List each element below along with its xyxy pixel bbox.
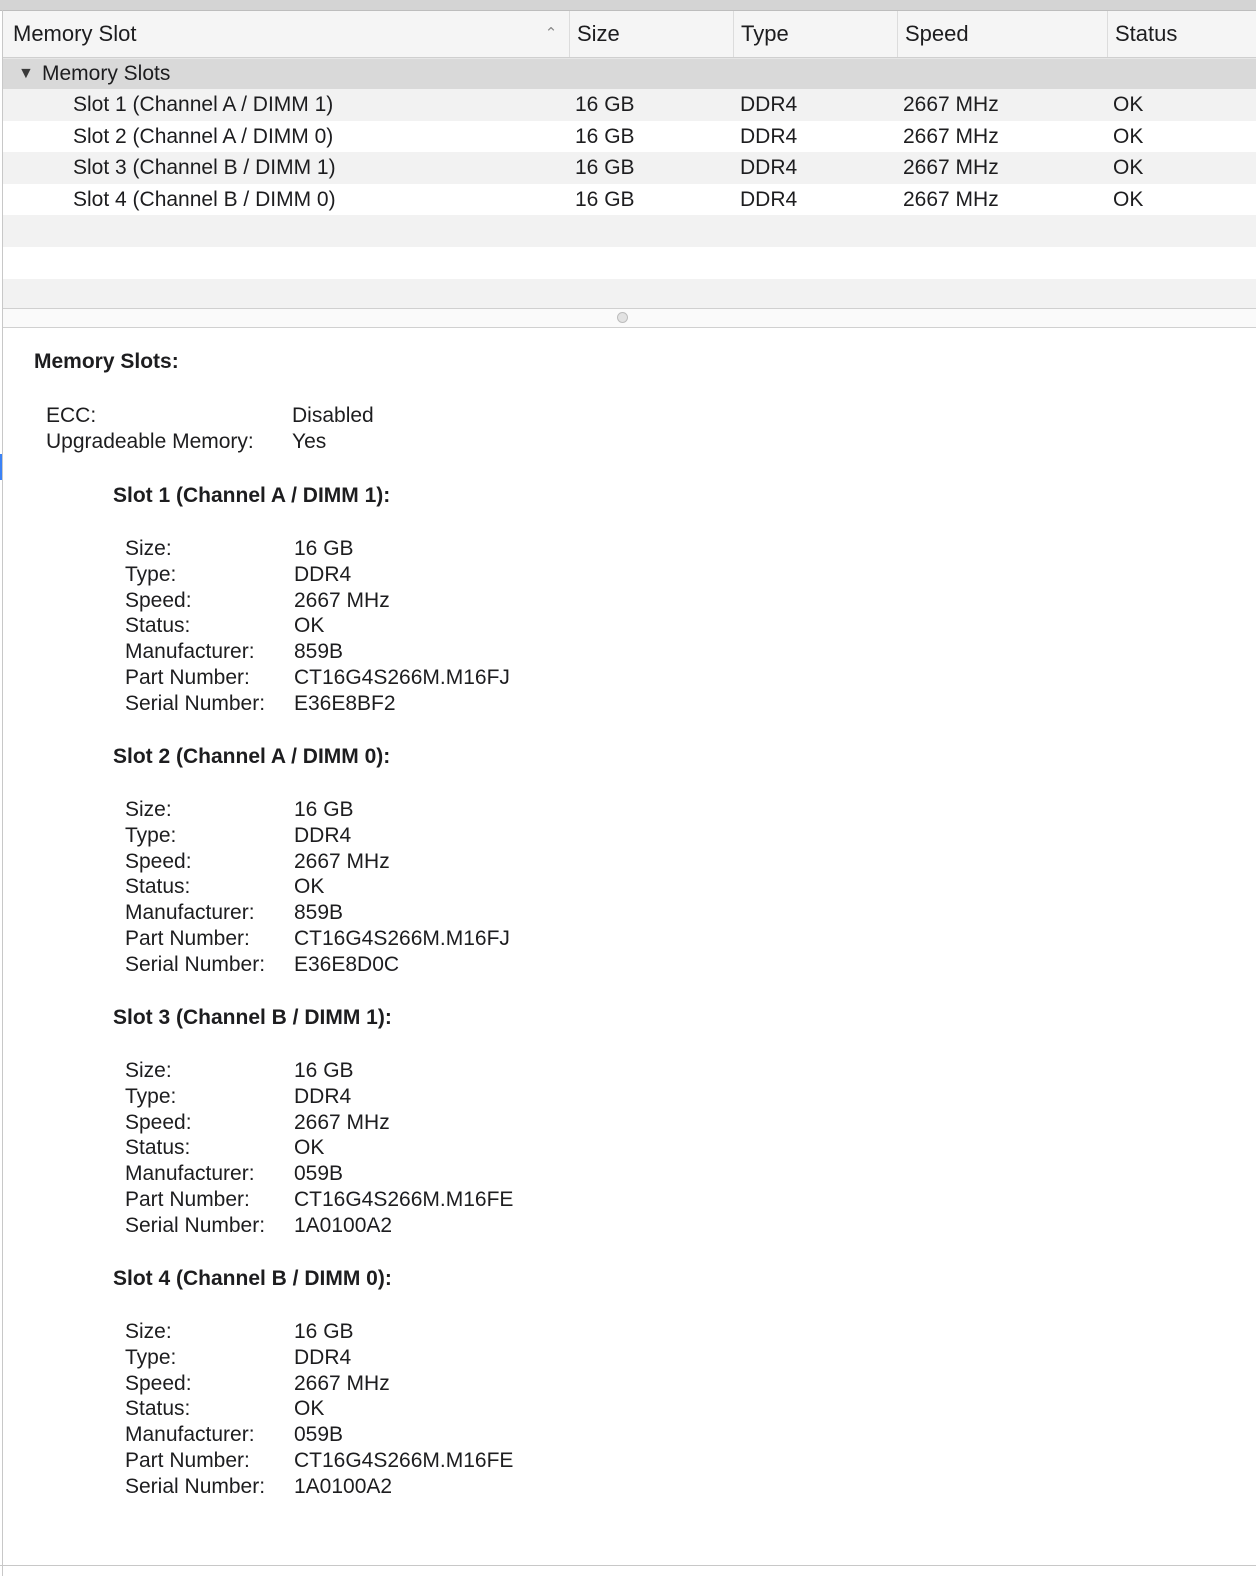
field-label: Manufacturer: [125, 1162, 255, 1186]
column-label: Size [577, 21, 620, 46]
selection-accent [0, 454, 2, 480]
field-value: OK [294, 1397, 325, 1421]
bottom-edge [0, 1565, 1256, 1566]
field-value: Yes [292, 430, 327, 453]
column-header-speed[interactable] [897, 11, 1107, 57]
group-row-memory-slots[interactable] [3, 58, 1256, 89]
field-label: Serial Number: [125, 1213, 266, 1237]
cell-status: OK [1113, 124, 1144, 148]
field-label: Part Number: [125, 1449, 250, 1472]
table-header [3, 11, 1256, 58]
field-label: ECC: [46, 404, 97, 427]
field-value: CT16G4S266M.M16FJ [294, 666, 510, 689]
field-value: 2667 MHz [294, 1110, 390, 1134]
cell-size: 16 GB [575, 187, 635, 211]
cell-type: DDR4 [740, 93, 798, 116]
cell-speed: 2667 MHz [903, 93, 999, 116]
table-row[interactable] [3, 152, 1256, 184]
triangle-down-icon[interactable]: ▼ [18, 65, 34, 82]
field-label: Part Number: [125, 927, 250, 950]
table-row[interactable] [3, 121, 1256, 153]
slot-title: Slot 2 (Channel A / DIMM 0): [113, 745, 391, 768]
field-label: Status: [125, 1136, 191, 1160]
field-value: CT16G4S266M.M16FE [294, 1188, 514, 1211]
field-label: Status: [125, 614, 191, 638]
field-value: 16 GB [294, 537, 354, 560]
column-label: Memory Slot [13, 21, 137, 46]
cell-status: OK [1113, 93, 1144, 116]
table-row[interactable] [3, 184, 1256, 216]
group-label: Memory Slots [42, 62, 171, 85]
field-value: 059B [294, 1423, 344, 1447]
top-edge [0, 0, 1256, 11]
cell-status: OK [1113, 156, 1144, 180]
field-value: CT16G4S266M.M16FE [294, 1449, 514, 1472]
cell-speed: 2667 MHz [903, 124, 999, 148]
field-label: Part Number: [125, 666, 250, 689]
column-label: Type [741, 21, 789, 46]
empty-row [3, 247, 1256, 279]
field-label: Size: [125, 1059, 172, 1082]
column-header-status[interactable] [1107, 11, 1256, 57]
field-value: 2667 MHz [294, 1371, 390, 1395]
pane-splitter[interactable] [3, 308, 1256, 328]
cell-type: DDR4 [740, 187, 798, 211]
cell-memory-slot: Slot 1 (Channel A / DIMM 1) [73, 93, 334, 116]
empty-row [3, 279, 1256, 311]
empty-row [3, 215, 1256, 247]
field-label: Type: [125, 1084, 177, 1108]
field-value: 859B [294, 640, 344, 664]
field-label: Speed: [125, 1371, 192, 1395]
field-label: Type: [125, 823, 177, 847]
field-label: Part Number: [125, 1188, 250, 1211]
field-value: 1A0100A2 [294, 1213, 393, 1237]
column-header-memory-slot[interactable] [3, 11, 569, 57]
field-value: Disabled [292, 404, 374, 427]
splitter-handle-icon[interactable] [617, 312, 628, 323]
cell-size: 16 GB [575, 93, 635, 116]
column-header-size[interactable] [569, 11, 733, 57]
cell-type: DDR4 [740, 124, 798, 148]
field-value: 1A0100A2 [294, 1474, 393, 1498]
field-label: Upgradeable Memory: [46, 430, 254, 453]
field-value: OK [294, 614, 325, 638]
cell-speed: 2667 MHz [903, 156, 999, 180]
table-row[interactable] [3, 89, 1256, 121]
field-value: 16 GB [294, 1059, 354, 1082]
cell-size: 16 GB [575, 156, 635, 180]
cell-memory-slot: Slot 3 (Channel B / DIMM 1) [73, 156, 336, 180]
field-label: Size: [125, 537, 172, 560]
column-header-type[interactable] [733, 11, 897, 57]
field-value: 16 GB [294, 1320, 354, 1343]
field-label: Speed: [125, 849, 192, 873]
field-label: Size: [125, 1320, 172, 1343]
cell-memory-slot: Slot 4 (Channel B / DIMM 0) [73, 187, 336, 211]
field-label: Speed: [125, 1110, 192, 1134]
field-label: Status: [125, 875, 191, 899]
field-label: Manufacturer: [125, 901, 255, 925]
field-value: E36E8BF2 [294, 691, 396, 715]
memory-slots-table [3, 11, 1256, 310]
cell-size: 16 GB [575, 124, 635, 148]
field-value: DDR4 [294, 1345, 352, 1369]
field-label: Type: [125, 562, 177, 586]
column-label: Status [1115, 21, 1178, 46]
field-value: 2667 MHz [294, 588, 390, 612]
field-label: Serial Number: [125, 691, 266, 715]
slot-title: Slot 4 (Channel B / DIMM 0): [113, 1267, 392, 1290]
column-label: Speed [905, 21, 969, 46]
cell-speed: 2667 MHz [903, 187, 999, 211]
field-value: DDR4 [294, 1084, 352, 1108]
field-label: Manufacturer: [125, 1423, 255, 1447]
field-label: Size: [125, 798, 172, 821]
field-value: OK [294, 1136, 325, 1160]
field-label: Serial Number: [125, 952, 266, 976]
field-label: Serial Number: [125, 1474, 266, 1498]
field-value: OK [294, 875, 325, 899]
slot-title: Slot 3 (Channel B / DIMM 1): [113, 1006, 392, 1029]
field-value: 2667 MHz [294, 849, 390, 873]
field-label: Type: [125, 1345, 177, 1369]
field-value: 16 GB [294, 798, 354, 821]
field-value: CT16G4S266M.M16FJ [294, 927, 510, 950]
field-label: Manufacturer: [125, 640, 255, 664]
field-value: 859B [294, 901, 344, 925]
cell-status: OK [1113, 187, 1144, 211]
field-value: 059B [294, 1162, 344, 1186]
field-value: DDR4 [294, 562, 352, 586]
field-label: Speed: [125, 588, 192, 612]
cell-memory-slot: Slot 2 (Channel A / DIMM 0) [73, 124, 334, 148]
field-value: E36E8D0C [294, 952, 400, 976]
slot-title: Slot 1 (Channel A / DIMM 1): [113, 484, 391, 507]
field-label: Status: [125, 1397, 191, 1421]
chevron-up-icon[interactable]: ⌃ [544, 25, 558, 42]
cell-type: DDR4 [740, 156, 798, 180]
detail-title: Memory Slots: [34, 350, 179, 373]
field-value: DDR4 [294, 823, 352, 847]
